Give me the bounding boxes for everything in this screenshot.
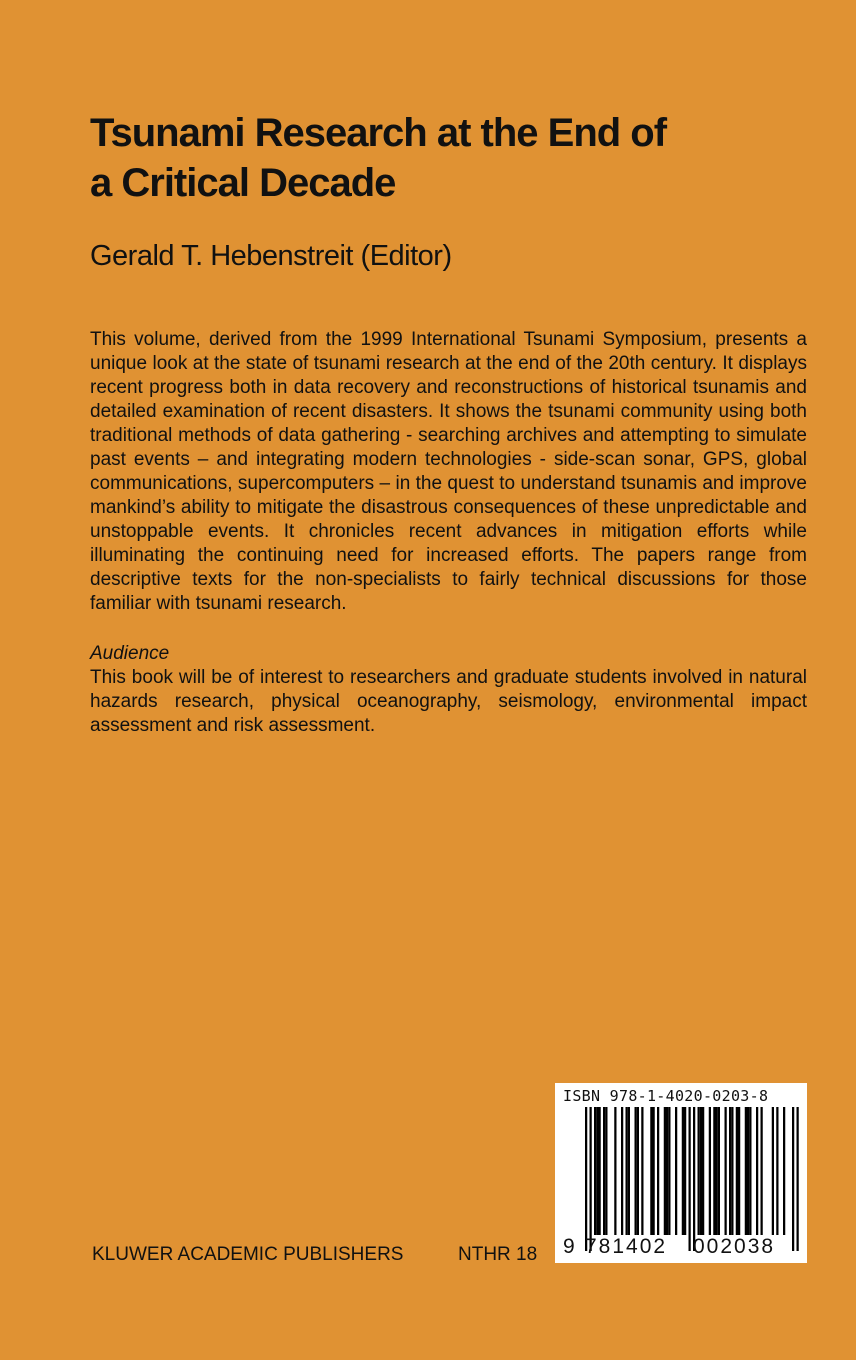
description-block xyxy=(90,328,807,616)
audience-heading: Audience xyxy=(90,643,170,664)
barcode-bar xyxy=(626,1107,628,1235)
barcode-bar xyxy=(684,1107,686,1235)
barcode-bar xyxy=(635,1107,637,1235)
barcode-lead-digit: 9 xyxy=(563,1235,575,1258)
barcode-bar xyxy=(702,1107,704,1235)
audience-paragraph: This book will be of interest to researchers and graduate students involved in natural hazards research, physical oceanography, seismology, environmental impact assessment and risk assessment. xyxy=(90,667,807,736)
barcode-bar xyxy=(756,1107,758,1235)
barcode-bar xyxy=(614,1107,616,1235)
barcode-bar xyxy=(736,1107,738,1235)
barcode-bar xyxy=(621,1107,623,1235)
series-code: NTHR 18 xyxy=(458,1244,538,1265)
barcode-bar xyxy=(682,1107,684,1235)
isbn-barcode xyxy=(555,1083,807,1263)
barcode-bar xyxy=(693,1107,695,1251)
publisher-name: KLUWER ACADEMIC PUBLISHERS xyxy=(92,1244,404,1265)
barcode-bar xyxy=(650,1107,652,1235)
barcode-bar xyxy=(657,1107,659,1235)
barcode-bar xyxy=(747,1107,749,1235)
barcode-right-digits: 002038 xyxy=(693,1235,776,1258)
barcode-bar xyxy=(745,1107,747,1235)
title-line-1: Tsunami Research at the End of xyxy=(90,111,667,155)
barcode-bar xyxy=(792,1107,794,1251)
barcode-left-digits: 781402 xyxy=(585,1235,668,1258)
barcode-bar xyxy=(653,1107,655,1235)
barcode-bar xyxy=(641,1107,643,1235)
barcode-bar xyxy=(718,1107,720,1235)
barcode-bar xyxy=(605,1107,607,1235)
barcode-bar xyxy=(713,1107,715,1235)
barcode-bar xyxy=(675,1107,677,1235)
description-paragraph: This volume, derived from the 1999 International Tsunami Symposium, presents a unique look at the state of tsunami research at the end of the 20th century. It displays recent progress both in data recovery and reconstructions of historical tsunamis and detailed examination of recent disasters. It shows the tsunami community using both traditional methods of data gathering - searching archives and attempting to simulate past events – and integrating modern technologies - side-scan sonar, GPS, global communications, supercomputers – in the quest to understand tsunamis and improve mankind’s ability to mitigate the disastrous consequences of these unpredictable and unstoppable events. It chronicles recent advances in mitigation efforts while illuminating the continuing need for increased efforts. The papers range from descriptive texts for the non-specialists to fairly technical discussions for those familiar with tsunami research. xyxy=(90,329,807,614)
barcode-bar xyxy=(731,1107,733,1235)
barcode-bar xyxy=(585,1107,587,1251)
barcode-bar xyxy=(689,1107,691,1251)
barcode-bar xyxy=(603,1107,605,1235)
barcode-bar xyxy=(664,1107,666,1235)
isbn-label: ISBN 978-1-4020-0203-8 xyxy=(563,1087,769,1105)
barcode-bar xyxy=(668,1107,670,1235)
barcode-bar xyxy=(738,1107,740,1235)
book-title xyxy=(90,108,770,208)
barcode-bar xyxy=(783,1107,785,1235)
barcode-bar xyxy=(698,1107,700,1235)
barcode-bar xyxy=(590,1107,592,1251)
barcode-bar xyxy=(700,1107,702,1235)
barcode-digits xyxy=(563,1235,797,1259)
barcode-bar xyxy=(761,1107,763,1235)
barcode-bar xyxy=(776,1107,778,1235)
barcode-bar xyxy=(729,1107,731,1235)
barcode-bar xyxy=(628,1107,630,1235)
barcode-bar xyxy=(596,1107,598,1235)
barcode-bar xyxy=(709,1107,711,1235)
barcode-bar xyxy=(666,1107,668,1235)
barcode-bar xyxy=(749,1107,751,1235)
barcode-bar xyxy=(716,1107,718,1235)
title-line-2: a Critical Decade xyxy=(90,161,396,205)
barcode-bar xyxy=(797,1107,799,1251)
editor-name: Gerald T. Hebenstreit (Editor) xyxy=(90,240,452,272)
barcode-bar xyxy=(637,1107,639,1235)
barcode-bar xyxy=(599,1107,601,1235)
barcode-bar xyxy=(725,1107,727,1235)
barcode-bar xyxy=(594,1107,596,1235)
barcode-bar xyxy=(772,1107,774,1235)
